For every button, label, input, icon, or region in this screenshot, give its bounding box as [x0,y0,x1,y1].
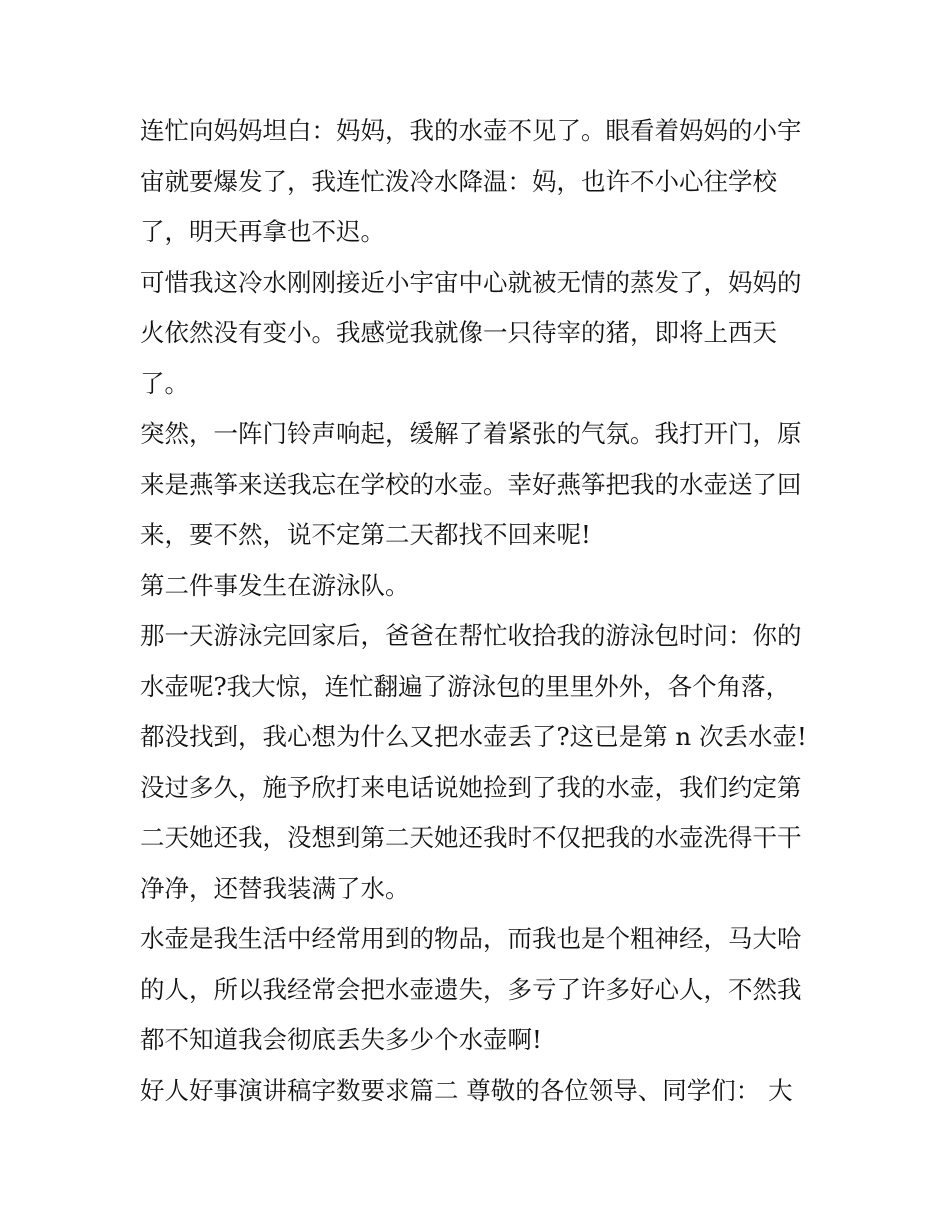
text-line: 可惜我这冷水刚刚接近小宇宙中心就被无情的蒸发了，妈妈的 [140,267,802,297]
text-line: 突然，一阵门铃声响起，缓解了着紧张的气氛。我打开门，原 [140,419,802,448]
text-line: 火依然没有变小。我感觉我就像一只待宰的猪，即将上西天 [140,318,777,347]
text-line: 了。 [140,368,189,398]
text-line: 水壶是我生活中经常用到的物品，而我也是个粗神经，马大哈 [140,924,802,953]
text-line: 来，要不然，说不定第二天都找不回来呢! [140,520,591,549]
text-line: 来是燕筝来送我忘在学校的水壶。幸好燕筝把我的水壶送了回 [140,469,802,499]
text-line: 那一天游泳完回家后，爸爸在帮忙收拾我的游泳包时问：你的 [140,621,802,650]
text-line: 第二件事发生在游泳队。 [140,570,410,600]
text-line: 的人，所以我经常会把水壶遗失，多亏了许多好心人，不然我 [140,974,802,1004]
text-line: 水壶呢?我大惊，连忙翻遍了游泳包的里里外外，各个角落， [140,671,791,701]
text-line: 二天她还我，没想到第二天她还我时不仅把我的水壶洗得干干 [140,823,802,852]
text-line: 连忙向妈妈坦白：妈妈，我的水壶不见了。眼看着妈妈的小宇 [140,116,802,145]
text-line: 宙就要爆发了，我连忙泼冷水降温：妈，也许不小心往学校 [140,166,777,196]
text-line: 净净，还替我装满了水。 [140,873,410,903]
body-text [140,106,820,1116]
text-line: 好人好事演讲稿字数要求篇二 尊敬的各位领导、同学们： 大 [140,1075,793,1105]
text-line: 了，明天再拿也不迟。 [140,217,385,246]
text-line: 都不知道我会彻底丢失多少个水壶啊! [140,1025,542,1054]
text-line: 都没找到，我心想为什么又把水壶丢了?这已是第 n 次丢水壶! [140,722,807,751]
text-line: 没过多久，施予欣打来电话说她捡到了我的水壶，我们约定第 [140,772,802,802]
